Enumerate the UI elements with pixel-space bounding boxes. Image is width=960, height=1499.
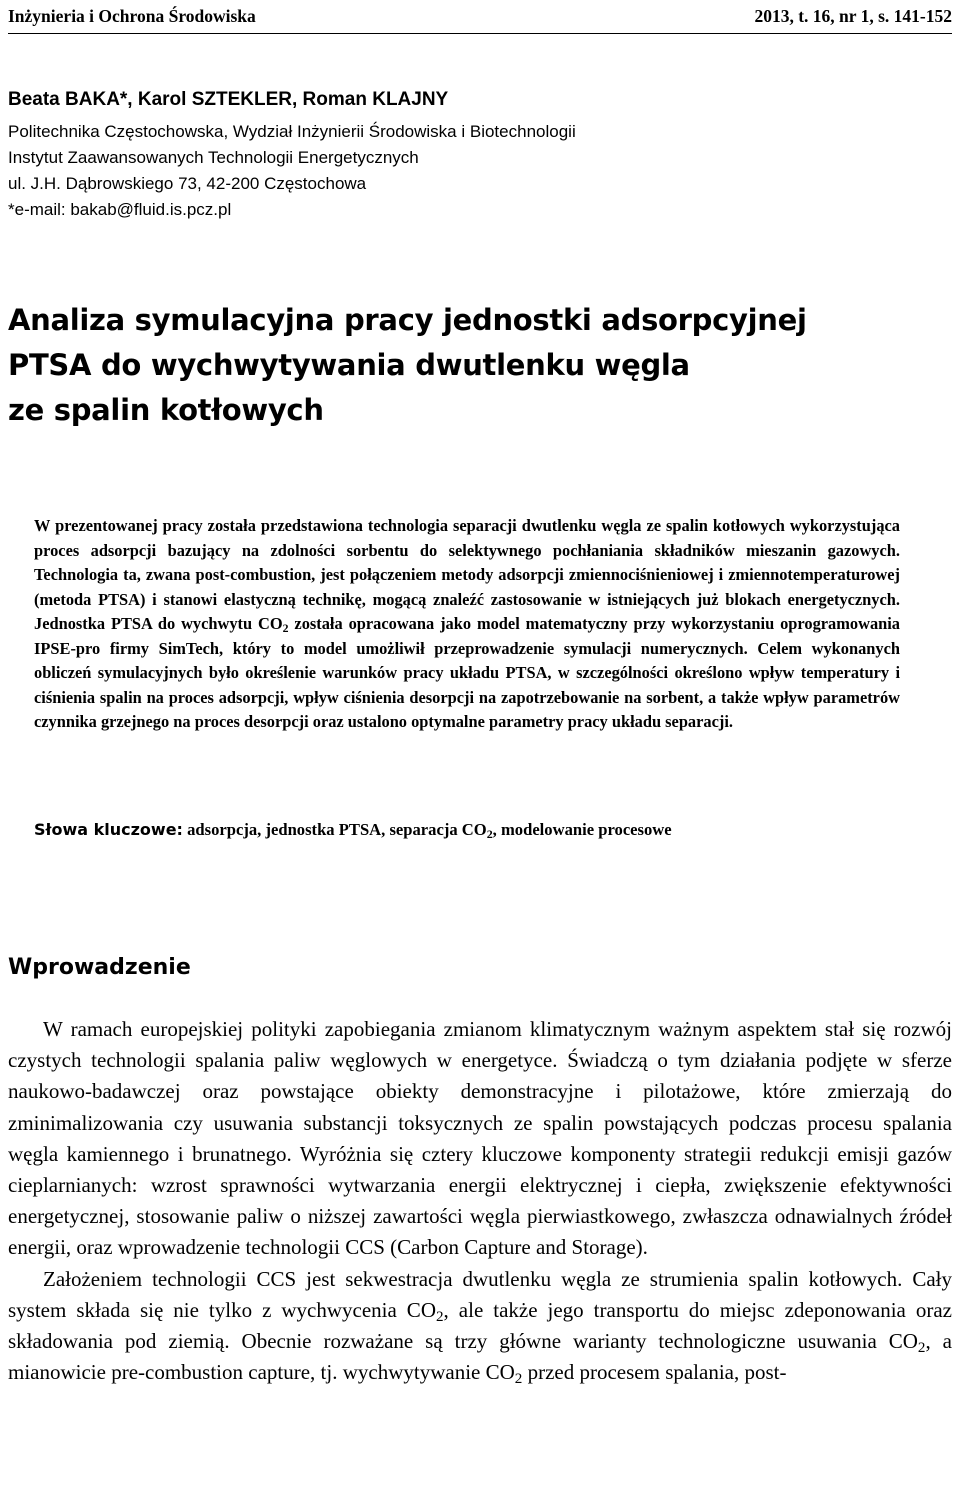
- keywords-text: adsorpcja, jednostka PTSA, separacja CO: [182, 820, 487, 839]
- author-names: Beata BAKA*, Karol SZTEKLER, Roman KLAJNY: [8, 89, 449, 110]
- issue-info: 2013, t. 16, nr 1, s. 141-152: [754, 6, 952, 26]
- affiliation-line: ul. J.H. Dąbrowskiego 73, 42-200 Częstochowa: [8, 174, 367, 193]
- abstract-text: W prezentowanej pracy została przedstawiona technologia separacji dwutlenku węgla ze spalin kotłowych wykorzystująca proces adsorpcji bazujący na zdolności sorbentu do selektywnego pochłaniania składników mieszanin gazowych. Technologia ta, zwana post-combustion, jest połączeniem metody adsorpcji zmiennociśnieniowej i zmiennotemperaturowej (metoda PTSA) i stanowi elastyczną technikę, mogącą znaleźć zastosowanie w istniejących już blokach energetycznych. Jednostka PTSA do wychwytu CO: [34, 516, 900, 633]
- subscript: 2: [486, 826, 493, 841]
- keywords-text: , modelowanie procesowe: [492, 820, 672, 839]
- subscript: 2: [435, 1308, 444, 1325]
- affiliation-line: Politechnika Częstochowska, Wydział Inżynierii Środowiska i Biotechnologii: [8, 122, 576, 141]
- paragraph-text: przed procesem spalania, post-: [522, 1360, 787, 1385]
- affiliation-line: Instytut Zaawansowanych Technologii Energetycznych: [8, 148, 419, 167]
- body-text: [8, 1014, 952, 1388]
- journal-name: Inżynieria i Ochrona Środowiska: [8, 6, 256, 26]
- abstract-text: została opracowana jako model matematyczny przy wykorzystaniu oprogramowania IPSE-pro firmy SimTech, który to model umożliwił przeprowadzenie symulacji numerycznych. Celem wykonanych obliczeń symulacyjnych było określenie warunków pracy układu PTSA, w szczególności określono wpływ temperatury i ciśnienia spalin na proces adsorpcji, wpływ ciśnienia desorpcji na zapotrzebowanie na sorbent, a także wpływ parametrów czynnika grzejnego na proces desorpcji oraz ustalono optymalne parametry pracy układu separacji.: [34, 614, 900, 731]
- subscript: 2: [514, 1371, 523, 1387]
- paragraph: W ramach europejskiej polityki zapobiegania zmianom klimatycznym ważnym aspektem stał się rozwój czystych technologii spalania paliw węglowych w energetyce. Świadczą o tym działania podjęte w sferze naukowo-badawczej oraz powstające obiekty demonstracyjne i pilotażowe, które zmierzają do zminimalizowania czy usuwania substancji toksycznych ze spalin powstających podczas procesu spalania węgla kamiennego i brunatnego. Wyróżnia się cztery kluczowe komponenty strategii redukcji emisji gazów cieplarnianych: wzrost sprawności wytwarzania energii elektrycznej i ciepła, zwiększenie efektywności energetycznej, stosowanie paliw o niższej zawartości węgla pierwiastkowego, zwłaszcza odnawialnych źródeł energii, oraz wprowadzenie technologii CCS (Carbon Capture and Storage).: [8, 1017, 952, 1260]
- abstract: [34, 514, 900, 735]
- paragraph: [8, 1264, 952, 1389]
- title-line: PTSA do wychwytywania dwutlenku węgla: [8, 348, 690, 382]
- paper-title: [8, 298, 948, 433]
- paragraph-text: Założeniem technologii CCS jest sekwestracja dwutlenku węgla ze strumienia spalin kotłowych. Cały system składa się nie tylko z wychwycenia CO: [8, 1266, 952, 1322]
- subscript: 2: [282, 620, 289, 635]
- keywords-label: Słowa kluczowe:: [34, 820, 183, 839]
- paragraph-text: , a mianowicie pre-combustion capture, tj. wychwytywanie CO: [8, 1329, 952, 1385]
- author-block: [8, 87, 948, 223]
- section-heading: Wprowadzenie: [8, 955, 191, 980]
- header-rule: [8, 33, 952, 34]
- author-email: *e-mail: bakab@fluid.is.pcz.pl: [8, 200, 232, 219]
- title-line: Analiza symulacyjna pracy jednostki adsorpcyjnej: [8, 303, 807, 337]
- running-header: [8, 6, 952, 28]
- subscript: 2: [917, 1339, 926, 1356]
- paragraph-text: , ale także jego transportu do miejsc zdeponowania oraz składowania pod ziemią. Obecnie rozważane są trzy główne warianty technologiczne usuwania CO: [8, 1297, 953, 1354]
- keywords: [34, 818, 934, 842]
- title-line: ze spalin kotłowych: [8, 393, 324, 427]
